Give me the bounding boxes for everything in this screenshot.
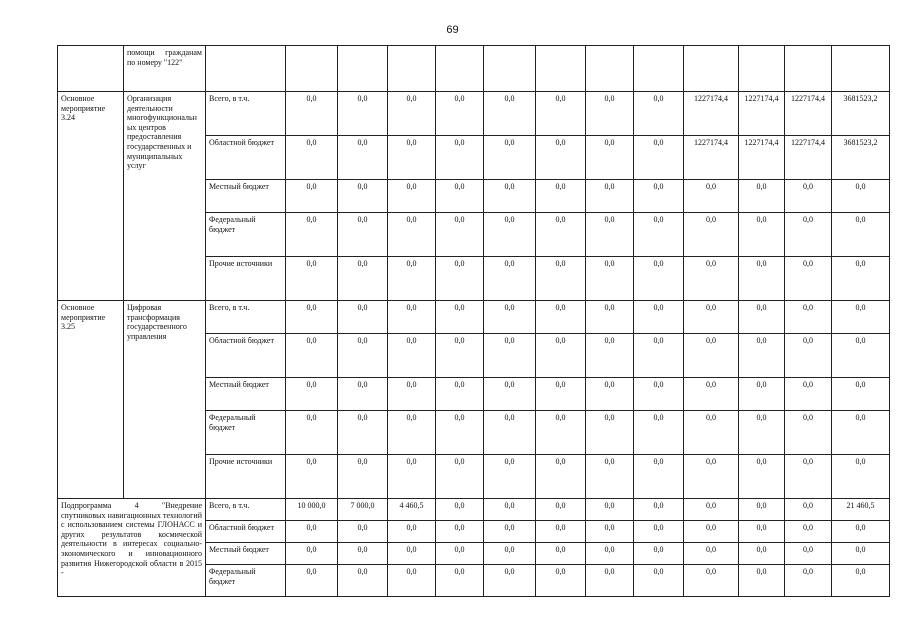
amount-cell: 0,0 [484, 378, 536, 411]
funding-source-cell: Всего, в т.ч. [206, 92, 286, 136]
funding-source-cell: Местный бюджет [206, 543, 286, 565]
amount-cell: 0,0 [436, 301, 484, 334]
amount-cell: 0,0 [388, 213, 436, 257]
amount-cell: 0,0 [739, 213, 785, 257]
amount-cell: 0,0 [739, 543, 785, 565]
amount-cell: 0,0 [484, 334, 536, 378]
amount-cell: 0,0 [536, 411, 586, 455]
budget-table [57, 45, 890, 597]
amount-cell: 0,0 [586, 213, 634, 257]
amount-cell: 4 460,5 [388, 499, 436, 521]
amount-cell: 0,0 [785, 334, 832, 378]
amount-cell: 0,0 [388, 334, 436, 378]
amount-cell: 0,0 [684, 213, 739, 257]
amount-cell: 0,0 [436, 378, 484, 411]
funding-source-cell: Областной бюджет [206, 334, 286, 378]
amount-cell: 0,0 [484, 213, 536, 257]
table-row [58, 92, 890, 136]
amount-cell: 0,0 [586, 499, 634, 521]
funding-source-cell: Федеральный бюджет [206, 565, 286, 597]
amount-cell: 0,0 [484, 455, 536, 499]
amount-cell: 0,0 [286, 92, 338, 136]
amount-cell: 0,0 [388, 521, 436, 543]
amount-cell: 0,0 [388, 136, 436, 180]
amount-cell [739, 46, 785, 92]
amount-cell: 0,0 [785, 213, 832, 257]
amount-cell: 0,0 [634, 565, 684, 597]
amount-cell: 0,0 [785, 499, 832, 521]
amount-cell: 0,0 [484, 136, 536, 180]
amount-cell: 1227174,4 [739, 136, 785, 180]
amount-cell: 0,0 [536, 565, 586, 597]
amount-cell: 0,0 [785, 257, 832, 301]
table-row [58, 46, 890, 92]
amount-cell: 0,0 [484, 565, 536, 597]
funding-source-cell: Всего, в т.ч. [206, 499, 286, 521]
amount-cell: 0,0 [388, 301, 436, 334]
amount-cell: 0,0 [338, 411, 388, 455]
amount-cell: 0,0 [739, 455, 785, 499]
amount-cell: 0,0 [739, 521, 785, 543]
amount-cell: 0,0 [388, 180, 436, 213]
amount-cell: 0,0 [586, 543, 634, 565]
amount-cell: 0,0 [536, 301, 586, 334]
amount-cell: 0,0 [286, 521, 338, 543]
amount-cell: 0,0 [832, 521, 890, 543]
amount-cell: 0,0 [634, 213, 684, 257]
amount-cell: 0,0 [785, 378, 832, 411]
amount-cell: 0,0 [484, 499, 536, 521]
amount-cell: 0,0 [586, 257, 634, 301]
amount-cell [536, 46, 586, 92]
amount-cell: 0,0 [634, 378, 684, 411]
amount-cell: 0,0 [634, 334, 684, 378]
amount-cell: 0,0 [785, 411, 832, 455]
amount-cell: 0,0 [634, 521, 684, 543]
amount-cell: 0,0 [832, 213, 890, 257]
amount-cell: 0,0 [586, 136, 634, 180]
amount-cell: 0,0 [388, 565, 436, 597]
amount-cell: 0,0 [338, 521, 388, 543]
amount-cell: 0,0 [684, 565, 739, 597]
amount-cell: 0,0 [286, 565, 338, 597]
amount-cell: 0,0 [739, 565, 785, 597]
amount-cell: 0,0 [388, 257, 436, 301]
amount-cell: 0,0 [684, 543, 739, 565]
amount-cell: 3681523,2 [832, 92, 890, 136]
amount-cell [586, 46, 634, 92]
amount-cell: 0,0 [484, 257, 536, 301]
funding-source-cell: Областной бюджет [206, 521, 286, 543]
funding-source-cell: Прочие источники [206, 257, 286, 301]
funding-source-cell [206, 46, 286, 92]
page-number: 69 [446, 24, 459, 36]
amount-cell: 0,0 [832, 455, 890, 499]
amount-cell: 0,0 [739, 411, 785, 455]
amount-cell: 0,0 [286, 378, 338, 411]
funding-source-cell: Прочие источники [206, 455, 286, 499]
amount-cell: 0,0 [286, 257, 338, 301]
amount-cell: 0,0 [785, 455, 832, 499]
amount-cell: 0,0 [634, 92, 684, 136]
amount-cell: 0,0 [684, 378, 739, 411]
measure-cell: Основное мероприятие 3.25 [58, 301, 124, 499]
amount-cell: 0,0 [436, 411, 484, 455]
amount-cell: 0,0 [739, 180, 785, 213]
amount-cell: 0,0 [338, 565, 388, 597]
amount-cell: 0,0 [586, 378, 634, 411]
amount-cell: 0,0 [586, 521, 634, 543]
amount-cell: 0,0 [436, 136, 484, 180]
measure-cell: Основное мероприятие 3.24 [58, 92, 124, 301]
amount-cell: 0,0 [684, 521, 739, 543]
description-cell: Организация деятельности многофункциональных центров предоставления государственных и муниципальных услуг [124, 92, 206, 301]
amount-cell: 1227174,4 [739, 92, 785, 136]
amount-cell: 0,0 [832, 565, 890, 597]
amount-cell: 0,0 [338, 301, 388, 334]
amount-cell: 0,0 [586, 455, 634, 499]
amount-cell: 0,0 [436, 334, 484, 378]
amount-cell: 0,0 [634, 136, 684, 180]
amount-cell: 0,0 [286, 411, 338, 455]
amount-cell: 0,0 [634, 411, 684, 455]
amount-cell: 0,0 [286, 136, 338, 180]
amount-cell [388, 46, 436, 92]
amount-cell: 0,0 [338, 213, 388, 257]
amount-cell: 0,0 [634, 499, 684, 521]
subprogram-cell: Подпрограмма 4 "Внедрение спутниковых навигационных технологий с использованием системы ГЛОНАСС и других результатов космической деятельности в интересах социально-экономического и инновационного развития Нижегородской области в 2015 - [58, 499, 206, 597]
amount-cell: 0,0 [832, 543, 890, 565]
amount-cell: 1227174,4 [785, 136, 832, 180]
amount-cell: 0,0 [832, 378, 890, 411]
amount-cell: 1227174,4 [684, 92, 739, 136]
amount-cell [484, 46, 536, 92]
amount-cell: 0,0 [286, 334, 338, 378]
amount-cell: 0,0 [484, 411, 536, 455]
amount-cell: 0,0 [484, 180, 536, 213]
amount-cell: 0,0 [739, 301, 785, 334]
amount-cell: 0,0 [832, 180, 890, 213]
amount-cell: 0,0 [338, 92, 388, 136]
amount-cell: 0,0 [436, 565, 484, 597]
amount-cell: 0,0 [436, 257, 484, 301]
funding-source-cell: Местный бюджет [206, 378, 286, 411]
description-cell: Цифровая трансформация государственного управления [124, 301, 206, 499]
amount-cell: 0,0 [739, 378, 785, 411]
amount-cell: 0,0 [286, 543, 338, 565]
amount-cell: 10 000,0 [286, 499, 338, 521]
amount-cell: 0,0 [388, 411, 436, 455]
funding-source-cell: Местный бюджет [206, 180, 286, 213]
amount-cell: 0,0 [388, 543, 436, 565]
amount-cell: 0,0 [634, 257, 684, 301]
amount-cell: 0,0 [338, 334, 388, 378]
amount-cell: 0,0 [484, 521, 536, 543]
amount-cell: 0,0 [484, 301, 536, 334]
table-row [58, 499, 890, 521]
amount-cell: 0,0 [684, 257, 739, 301]
funding-source-cell: Федеральный бюджет [206, 411, 286, 455]
amount-cell: 0,0 [785, 543, 832, 565]
amount-cell: 0,0 [338, 257, 388, 301]
amount-cell: 0,0 [436, 543, 484, 565]
amount-cell: 0,0 [634, 180, 684, 213]
amount-cell: 0,0 [536, 543, 586, 565]
description-cell: помощи гражданам по номеру "122" [124, 46, 206, 92]
amount-cell: 0,0 [684, 455, 739, 499]
amount-cell [684, 46, 739, 92]
amount-cell: 0,0 [536, 257, 586, 301]
amount-cell: 0,0 [586, 411, 634, 455]
amount-cell: 0,0 [436, 92, 484, 136]
amount-cell: 0,0 [286, 455, 338, 499]
amount-cell: 0,0 [832, 257, 890, 301]
amount-cell: 0,0 [785, 521, 832, 543]
amount-cell: 0,0 [586, 301, 634, 334]
amount-cell: 0,0 [286, 213, 338, 257]
amount-cell: 0,0 [286, 301, 338, 334]
amount-cell: 0,0 [739, 334, 785, 378]
amount-cell: 0,0 [436, 521, 484, 543]
amount-cell: 0,0 [536, 334, 586, 378]
amount-cell: 0,0 [536, 378, 586, 411]
amount-cell: 0,0 [684, 499, 739, 521]
amount-cell: 0,0 [388, 378, 436, 411]
measure-cell [58, 46, 124, 92]
amount-cell [832, 46, 890, 92]
amount-cell: 0,0 [684, 301, 739, 334]
amount-cell: 0,0 [586, 180, 634, 213]
amount-cell: 0,0 [484, 543, 536, 565]
amount-cell: 0,0 [586, 565, 634, 597]
amount-cell: 0,0 [832, 411, 890, 455]
amount-cell: 0,0 [785, 565, 832, 597]
amount-cell [286, 46, 338, 92]
amount-cell: 0,0 [484, 92, 536, 136]
amount-cell: 0,0 [785, 301, 832, 334]
amount-cell: 0,0 [536, 92, 586, 136]
amount-cell: 0,0 [436, 180, 484, 213]
amount-cell: 3681523,2 [832, 136, 890, 180]
amount-cell: 0,0 [586, 92, 634, 136]
amount-cell: 0,0 [536, 136, 586, 180]
amount-cell [634, 46, 684, 92]
amount-cell: 0,0 [536, 455, 586, 499]
amount-cell: 0,0 [832, 334, 890, 378]
amount-cell: 0,0 [338, 378, 388, 411]
funding-source-cell: Областной бюджет [206, 136, 286, 180]
amount-cell: 21 460,5 [832, 499, 890, 521]
amount-cell: 0,0 [536, 180, 586, 213]
amount-cell: 0,0 [832, 301, 890, 334]
amount-cell: 0,0 [785, 180, 832, 213]
amount-cell [785, 46, 832, 92]
amount-cell: 1227174,4 [785, 92, 832, 136]
amount-cell: 0,0 [634, 301, 684, 334]
amount-cell: 0,0 [436, 499, 484, 521]
amount-cell: 0,0 [436, 455, 484, 499]
amount-cell: 7 000,0 [338, 499, 388, 521]
funding-source-cell: Всего, в т.ч. [206, 301, 286, 334]
funding-source-cell: Федеральный бюджет [206, 213, 286, 257]
amount-cell: 0,0 [634, 455, 684, 499]
amount-cell: 0,0 [286, 180, 338, 213]
amount-cell: 0,0 [536, 213, 586, 257]
amount-cell: 0,0 [684, 411, 739, 455]
amount-cell: 0,0 [436, 213, 484, 257]
table-row [58, 301, 890, 334]
amount-cell: 0,0 [338, 455, 388, 499]
amount-cell [338, 46, 388, 92]
amount-cell: 0,0 [388, 455, 436, 499]
amount-cell: 0,0 [739, 257, 785, 301]
amount-cell: 0,0 [388, 92, 436, 136]
amount-cell: 0,0 [338, 180, 388, 213]
amount-cell: 0,0 [586, 334, 634, 378]
amount-cell: 0,0 [338, 543, 388, 565]
amount-cell: 0,0 [338, 136, 388, 180]
amount-cell: 1227174,4 [684, 136, 739, 180]
amount-cell: 0,0 [634, 543, 684, 565]
amount-cell: 0,0 [739, 499, 785, 521]
amount-cell: 0,0 [684, 334, 739, 378]
amount-cell: 0,0 [536, 521, 586, 543]
amount-cell: 0,0 [536, 499, 586, 521]
amount-cell: 0,0 [684, 180, 739, 213]
amount-cell [436, 46, 484, 92]
